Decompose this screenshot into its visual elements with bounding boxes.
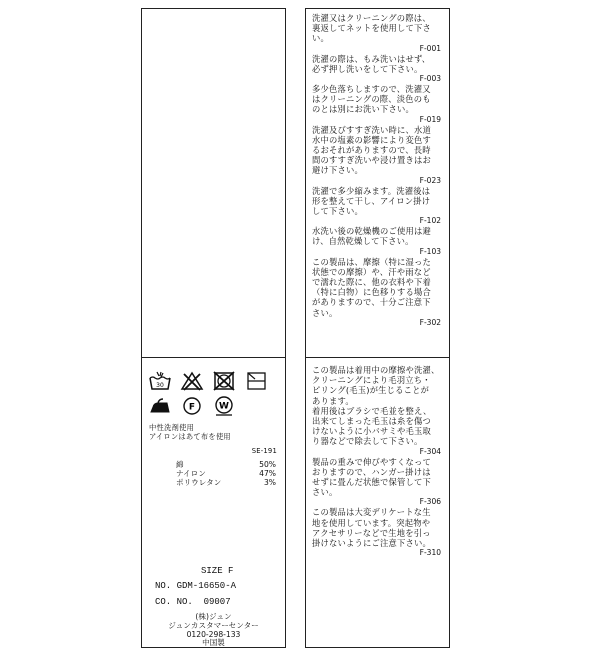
composition-table bbox=[176, 460, 276, 487]
note-code: F-023 bbox=[419, 175, 441, 185]
care-note bbox=[312, 54, 445, 84]
country-of-origin: 中国製 bbox=[202, 638, 225, 648]
percent: 50% bbox=[259, 460, 276, 469]
svg-text:F: F bbox=[188, 402, 196, 413]
care-note-detergent: 中性洗剤使用 bbox=[149, 423, 194, 432]
size: SIZE F bbox=[201, 566, 234, 576]
note-text: この製品は、摩擦（特に湿った 状態での摩擦）や、汗や雨など で濡れた際に、他の衣料や下着 （特に白物）に色移りする場合 がありますので、十分ご注意下 さい。 bbox=[312, 256, 431, 318]
fold-line bbox=[142, 357, 285, 358]
no-tumble-dry-icon bbox=[212, 370, 236, 392]
composition-row bbox=[176, 478, 276, 487]
note-text: 多少色落ちしますので、洗濯又 はクリーニングの際、淡色のも のとは別にお洗い下さい。 bbox=[312, 84, 431, 115]
phone-number: 0120-298-133 bbox=[186, 629, 241, 639]
notes-bottom bbox=[312, 365, 445, 558]
company-name: (株)ジュン bbox=[195, 612, 232, 621]
care-note bbox=[312, 125, 445, 186]
material: ナイロン bbox=[176, 469, 206, 478]
care-label-left bbox=[141, 8, 286, 648]
note-text: 製品の重みで伸びやすくなって おりますので、ハンガー掛けは せずに畳んだ状態で保管して下 さい。 bbox=[312, 456, 431, 498]
material: 綿 bbox=[176, 460, 184, 469]
note-code: F-001 bbox=[419, 43, 441, 53]
line-dry-shade-icon bbox=[244, 370, 268, 392]
note-code: F-003 bbox=[419, 74, 441, 84]
care-symbols-row-2 bbox=[148, 395, 236, 417]
care-note bbox=[312, 457, 445, 508]
material: ポリウレタン bbox=[176, 478, 222, 487]
no-bleach-icon bbox=[180, 370, 204, 392]
percent: 47% bbox=[259, 469, 276, 478]
note-text: 水洗い後の乾燥機のご使用は避 け、自然乾燥して下さい。 bbox=[312, 226, 431, 247]
care-note bbox=[312, 365, 445, 457]
note-code: F-103 bbox=[419, 246, 441, 256]
dry-clean-f-icon bbox=[180, 395, 204, 417]
care-note bbox=[312, 13, 445, 54]
fold-line bbox=[306, 357, 449, 358]
note-text: この製品は大変デリケートな生 地を使用しています。突起物や アクセサリーなどで生地を引っ 掛けないようにご注意下さい。 bbox=[312, 507, 431, 549]
customer-center: ジュンカスタマーセンター bbox=[168, 620, 259, 630]
care-label-right bbox=[305, 8, 450, 648]
note-code: F-302 bbox=[419, 317, 441, 327]
note-text: 洗濯及びすすぎ洗い時に、水道 水中の塩素の影響により変色す るおそれがありますので、長時 間のすすぎ洗いや浸け置きはお 避け下さい。 bbox=[312, 124, 432, 176]
care-note bbox=[312, 186, 445, 227]
care-note bbox=[312, 84, 445, 125]
note-code: F-306 bbox=[419, 497, 441, 507]
composition-row bbox=[176, 469, 276, 478]
percent: 3% bbox=[263, 478, 276, 487]
company-block bbox=[142, 613, 285, 648]
item-number: NO. GDM-16650-A bbox=[155, 581, 237, 591]
care-note-iron: アイロンはあて布を使用 bbox=[149, 432, 231, 441]
care-note bbox=[312, 257, 445, 328]
note-code: F-310 bbox=[419, 548, 441, 558]
care-note bbox=[312, 507, 445, 558]
note-text: 洗濯又はクリーニングの際は、 裏返してネットを使用して下さ い。 bbox=[312, 13, 431, 44]
care-code: SE-191 bbox=[251, 447, 277, 455]
note-text: 洗濯で多少縮みます。洗濯後は 形を整えて干し、アイロン掛け して下さい。 bbox=[312, 185, 431, 217]
note-code: F-304 bbox=[419, 446, 441, 456]
note-code: F-019 bbox=[419, 114, 441, 124]
care-note bbox=[312, 226, 445, 256]
hand-wash-30-icon bbox=[148, 370, 172, 392]
care-symbols-row-1 bbox=[148, 370, 268, 392]
co-number: CO. NO. 09007 bbox=[155, 597, 231, 607]
note-text: この製品は着用中の摩擦や洗濯、 クリーニングにより毛羽立ち・ ピリング(毛玉)が生じることが あります。 着用後はブラシで毛並を整え、 出来てしまった毛玉は糸を傷つ けないように小バサミや毛玉取 り器などで除去して下さい。 bbox=[312, 365, 440, 447]
wet-clean-w-icon bbox=[212, 395, 236, 417]
note-text: 洗濯の際は、もみ洗いはせず、 必ず押し洗いをして下さい。 bbox=[312, 53, 431, 74]
note-code: F-102 bbox=[419, 216, 441, 226]
composition-row bbox=[176, 460, 276, 469]
notes-top bbox=[312, 13, 445, 328]
svg-text:W: W bbox=[219, 401, 229, 412]
svg-text:30: 30 bbox=[156, 382, 164, 389]
iron-low-icon bbox=[148, 395, 172, 417]
